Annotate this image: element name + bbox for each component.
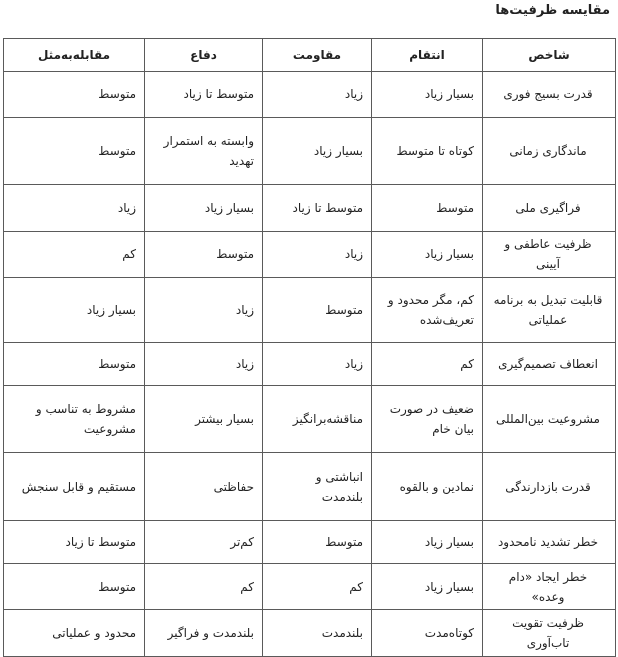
table-row [4,520,616,564]
defense-cell: متوسط تا زیاد [145,72,263,118]
indicator-cell: قدرت بسیج فوری [483,72,616,118]
resistance-cell: مناقشه‌برانگیز [263,386,372,453]
table-row [4,453,616,520]
resistance-cell: زیاد [263,72,372,118]
defense-cell: زیاد [145,342,263,386]
indicator-cell: مشروعیت بین‌المللی [483,386,616,453]
revenge-cell: متوسط [372,184,483,231]
revenge-cell: کوتاه تا متوسط [372,117,483,184]
defense-cell: کم [145,564,263,610]
defense-cell: بسیار بیشتر [145,386,263,453]
indicator-cell: قابلیت تبدیل به برنامه عملیاتی [483,277,616,342]
table-row [4,277,616,342]
defense-cell: وابسته به استمرار تهدید [145,117,263,184]
resistance-cell: زیاد [263,342,372,386]
resistance-cell: متوسط تا زیاد [263,184,372,231]
table-row [4,231,616,277]
resistance-cell: متوسط [263,277,372,342]
resistance-cell: متوسط [263,520,372,564]
revenge-cell: کوتاه‌مدت [372,610,483,657]
resistance-cell: بسیار زیاد [263,117,372,184]
column-header-resistance: مقاومت [263,39,372,72]
indicator-cell: ماندگاری زمانی [483,117,616,184]
reciprocity-cell: متوسط [4,117,145,184]
table-row [4,117,616,184]
reciprocity-cell: مشروط به تناسب و مشروعیت [4,386,145,453]
revenge-cell: کم، مگر محدود و تعریف‌شده [372,277,483,342]
resistance-cell: کم [263,564,372,610]
column-header-indicator: شاخص [483,39,616,72]
table-row [4,72,616,118]
defense-cell: کم‌تر [145,520,263,564]
defense-cell: بلندمدت و فراگیر [145,610,263,657]
indicator-cell: خطر ایجاد «دام وعده» [483,564,616,610]
defense-cell: متوسط [145,231,263,277]
indicator-cell: ظرفیت تقویت تاب‌آوری [483,610,616,657]
column-header-revenge: انتقام [372,39,483,72]
reciprocity-cell: زیاد [4,184,145,231]
reciprocity-cell: بسیار زیاد [4,277,145,342]
resistance-cell: بلندمدت [263,610,372,657]
table-body [4,72,616,657]
reciprocity-cell: متوسط [4,342,145,386]
indicator-cell: قدرت بازدارندگی [483,453,616,520]
defense-cell: حفاظتی [145,453,263,520]
column-header-reciprocity: مقابله‌به‌مثل [4,39,145,72]
reciprocity-cell: مستقیم و قابل سنجش [4,453,145,520]
revenge-cell: ضعیف در صورت بیان خام [372,386,483,453]
table-row [4,342,616,386]
indicator-cell: ظرفیت عاطفی و آیینی [483,231,616,277]
table-row [4,610,616,657]
table-row [4,184,616,231]
resistance-cell: انباشتی و بلندمدت [263,453,372,520]
reciprocity-cell: متوسط تا زیاد [4,520,145,564]
resistance-cell: زیاد [263,231,372,277]
page-title: مقایسه ظرفیت‌ها [495,3,610,18]
indicator-cell: فراگیری ملی [483,184,616,231]
indicator-cell: انعطاف تصمیم‌گیری [483,342,616,386]
table-header-row [4,39,616,72]
table-row [4,564,616,610]
revenge-cell: بسیار زیاد [372,72,483,118]
reciprocity-cell: متوسط [4,72,145,118]
revenge-cell: بسیار زیاد [372,231,483,277]
defense-cell: زیاد [145,277,263,342]
revenge-cell: نمادین و بالقوه [372,453,483,520]
reciprocity-cell: متوسط [4,564,145,610]
reciprocity-cell: محدود و عملیاتی [4,610,145,657]
defense-cell: بسیار زیاد [145,184,263,231]
comparison-table [3,38,616,657]
revenge-cell: بسیار زیاد [372,520,483,564]
column-header-defense: دفاع [145,39,263,72]
table-row [4,386,616,453]
revenge-cell: بسیار زیاد [372,564,483,610]
reciprocity-cell: کم [4,231,145,277]
indicator-cell: خطر تشدید نامحدود [483,520,616,564]
revenge-cell: کم [372,342,483,386]
